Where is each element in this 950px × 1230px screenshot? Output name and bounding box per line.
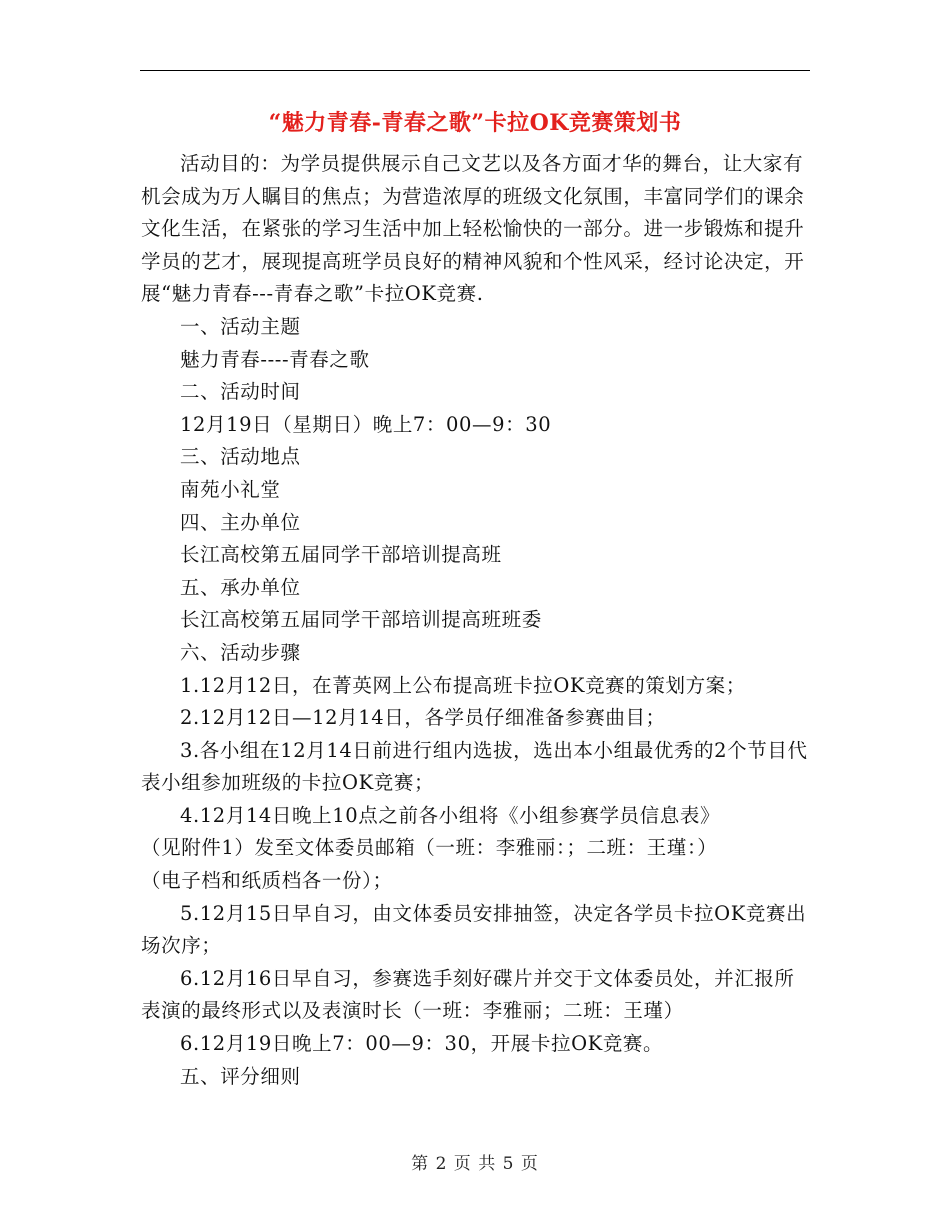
step-item: 6.12月19日晚上7：00—9：30，开展卡拉OK竞赛。: [180, 1032, 664, 1056]
section-heading-location: 三、活动地点: [180, 445, 301, 469]
paragraph-purpose: 活动目的：为学员提供展示自己文艺以及各方面才华的舞台，让大家有机会成为万人瞩目的焦点；为营造浓厚的班级文化氛围，丰富同学们的课余文化生活，在紧张的学习生活中加上轻松愉快的一部分。进一步锻炼和提升学员的艺才，展现提高班学员良好的精神风貌和个性风采，经讨论决定，开展“魅力青春---青春之歌”卡拉OK竞赛.: [141, 152, 805, 306]
section-heading-host: 五、承办单位: [180, 575, 301, 599]
step-item: 5.12月15日早自习，由文体委员安排抽签，决定各学员卡拉OK竞赛出场次序；: [141, 901, 807, 958]
step-item: 6.12月16日早自习，参赛选手刻好碟片并交于文体委员处，并汇报所表演的最终形式以及表演时长（一班：李雅丽；二班：王瑾）: [141, 966, 795, 1023]
paragraph-theme: 魅力青春----青春之歌: [180, 347, 370, 371]
paragraph-time: 12月19日（星期日）晚上7：00—9：30: [180, 412, 552, 436]
step-item: 1.12月12日，在菁英网上公布提高班卡拉OK竞赛的策划方案；: [180, 673, 746, 697]
page-number: 第 2 页 共 5 页: [411, 1154, 539, 1174]
step-item-continuation: （见附件1）发至文体委员邮箱（一班：李雅丽：；二班：王瑾：）: [141, 836, 718, 860]
section-heading-organizer: 四、主办单位: [180, 510, 301, 534]
section-heading-theme: 一、活动主题: [180, 314, 301, 338]
header-rule: [140, 70, 810, 71]
paragraph-organizer: 长江高校第五届同学干部培训提高班: [180, 543, 502, 567]
section-heading-time: 二、活动时间: [180, 380, 301, 404]
document-title: “魅力青春-青春之歌”卡拉OK竞赛策划书: [268, 110, 682, 136]
document-body: [141, 148, 813, 1093]
section-heading-scoring: 五、评分细则: [180, 1064, 301, 1088]
step-item: 3.各小组在12月14日前进行组内选拔，选出本小组最优秀的2个节目代表小组参加班级的卡拉OK竞赛；: [141, 738, 808, 795]
step-item: 4.12月14日晚上10点之前各小组将《小组参赛学员信息表》: [180, 803, 721, 827]
section-heading-steps: 六、活动步骤: [180, 640, 301, 664]
paragraph-host: 长江高校第五届同学干部培训提高班班委: [180, 608, 542, 632]
step-item: 2.12月12日—12月14日，各学员仔细准备参赛曲目；: [180, 706, 666, 730]
step-item-continuation: （电子档和纸质档各一份）；: [141, 869, 393, 893]
paragraph-location: 南苑小礼堂: [180, 477, 281, 501]
